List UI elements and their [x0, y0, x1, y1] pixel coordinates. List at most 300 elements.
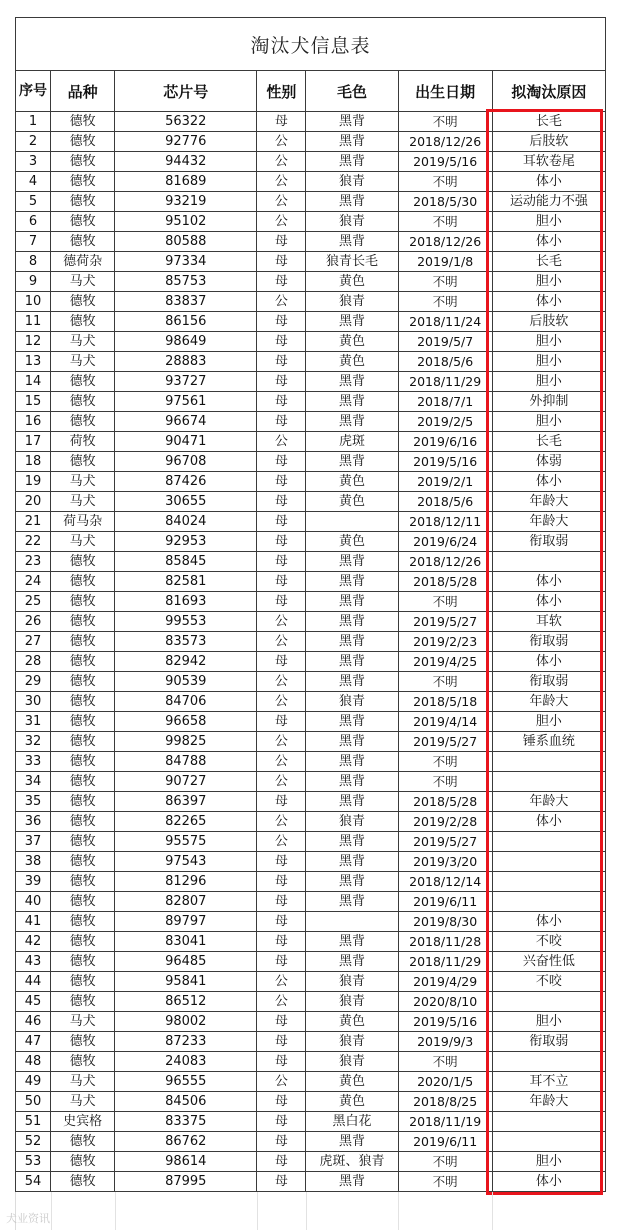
cell-birth-date[interactable]: 2019/9/3 — [398, 1032, 492, 1052]
cell-sex[interactable]: 公 — [257, 752, 306, 772]
cell-index[interactable]: 37 — [16, 832, 51, 852]
cell-chip[interactable]: 85845 — [115, 552, 257, 572]
cell-chip[interactable]: 97334 — [115, 252, 257, 272]
cell-sex[interactable]: 公 — [257, 992, 306, 1012]
cell-index[interactable]: 25 — [16, 592, 51, 612]
cell-coat-color[interactable]: 黑背 — [306, 792, 398, 812]
cell-breed[interactable]: 德牧 — [51, 692, 115, 712]
cell-birth-date[interactable]: 2018/5/28 — [398, 792, 492, 812]
cell-breed[interactable]: 德牧 — [51, 1052, 115, 1072]
cell-sex[interactable]: 母 — [257, 792, 306, 812]
cell-removal-reason[interactable] — [492, 1052, 605, 1072]
cell-removal-reason[interactable]: 胆小 — [492, 1012, 605, 1032]
cell-birth-date[interactable]: 2018/12/26 — [398, 132, 492, 152]
cell-birth-date[interactable]: 2018/12/11 — [398, 512, 492, 532]
cell-sex[interactable]: 公 — [257, 612, 306, 632]
cell-removal-reason[interactable]: 耳软 — [492, 612, 605, 632]
cell-coat-color[interactable]: 黑背 — [306, 712, 398, 732]
cell-index[interactable]: 48 — [16, 1052, 51, 1072]
cell-removal-reason[interactable]: 体小 — [492, 172, 605, 192]
header-removal-reason[interactable]: 拟淘汰原因 — [492, 71, 605, 112]
cell-index[interactable]: 24 — [16, 572, 51, 592]
cell-sex[interactable]: 母 — [257, 892, 306, 912]
cell-removal-reason[interactable]: 衔取弱 — [492, 632, 605, 652]
cell-breed[interactable]: 德牧 — [51, 392, 115, 412]
cell-sex[interactable]: 母 — [257, 712, 306, 732]
cell-chip[interactable]: 84506 — [115, 1092, 257, 1112]
cell-coat-color[interactable]: 黑背 — [306, 932, 398, 952]
cell-removal-reason[interactable]: 长毛 — [492, 112, 605, 132]
cell-index[interactable]: 28 — [16, 652, 51, 672]
cell-coat-color[interactable] — [306, 512, 398, 532]
cell-sex[interactable]: 公 — [257, 832, 306, 852]
cell-sex[interactable]: 母 — [257, 1132, 306, 1152]
cell-index[interactable]: 7 — [16, 232, 51, 252]
cell-sex[interactable]: 母 — [257, 912, 306, 932]
cell-sex[interactable]: 母 — [257, 332, 306, 352]
cell-chip[interactable]: 96674 — [115, 412, 257, 432]
cell-chip[interactable]: 81296 — [115, 872, 257, 892]
cell-chip[interactable]: 97543 — [115, 852, 257, 872]
cell-coat-color[interactable]: 黑背 — [306, 132, 398, 152]
cell-removal-reason[interactable]: 体小 — [492, 812, 605, 832]
cell-sex[interactable]: 母 — [257, 1172, 306, 1192]
cell-birth-date[interactable]: 2019/5/7 — [398, 332, 492, 352]
cell-breed[interactable]: 德牧 — [51, 212, 115, 232]
cell-sex[interactable]: 母 — [257, 452, 306, 472]
cell-sex[interactable]: 公 — [257, 972, 306, 992]
cell-breed[interactable]: 德牧 — [51, 612, 115, 632]
cell-sex[interactable]: 母 — [257, 312, 306, 332]
cell-removal-reason[interactable]: 体小 — [492, 912, 605, 932]
cell-chip[interactable]: 30655 — [115, 492, 257, 512]
cell-removal-reason[interactable]: 衔取弱 — [492, 672, 605, 692]
cell-coat-color[interactable]: 黑背 — [306, 652, 398, 672]
cell-sex[interactable]: 公 — [257, 292, 306, 312]
cell-index[interactable]: 11 — [16, 312, 51, 332]
cell-breed[interactable]: 德牧 — [51, 592, 115, 612]
cell-sex[interactable]: 母 — [257, 372, 306, 392]
cell-breed[interactable]: 德牧 — [51, 992, 115, 1012]
cell-index[interactable]: 8 — [16, 252, 51, 272]
cell-breed[interactable]: 德牧 — [51, 412, 115, 432]
cell-sex[interactable]: 母 — [257, 552, 306, 572]
cell-sex[interactable]: 母 — [257, 652, 306, 672]
cell-birth-date[interactable]: 2019/4/25 — [398, 652, 492, 672]
cell-birth-date[interactable]: 2018/11/28 — [398, 932, 492, 952]
cell-index[interactable]: 44 — [16, 972, 51, 992]
cell-sex[interactable]: 母 — [257, 492, 306, 512]
cell-coat-color[interactable]: 狼青 — [306, 212, 398, 232]
cell-coat-color[interactable]: 黄色 — [306, 532, 398, 552]
cell-breed[interactable]: 德牧 — [51, 172, 115, 192]
cell-coat-color[interactable]: 黑背 — [306, 452, 398, 472]
cell-sex[interactable]: 母 — [257, 512, 306, 532]
cell-index[interactable]: 46 — [16, 1012, 51, 1032]
cell-removal-reason[interactable]: 长毛 — [492, 252, 605, 272]
cell-coat-color[interactable]: 黑背 — [306, 572, 398, 592]
cell-breed[interactable]: 马犬 — [51, 272, 115, 292]
cell-birth-date[interactable]: 不明 — [398, 1152, 492, 1172]
cell-index[interactable]: 6 — [16, 212, 51, 232]
cell-coat-color[interactable]: 黄色 — [306, 472, 398, 492]
cell-birth-date[interactable]: 不明 — [398, 592, 492, 612]
cell-birth-date[interactable]: 2019/4/14 — [398, 712, 492, 732]
cell-index[interactable]: 23 — [16, 552, 51, 572]
cell-breed[interactable]: 马犬 — [51, 332, 115, 352]
cell-removal-reason[interactable] — [492, 1112, 605, 1132]
cell-birth-date[interactable]: 2019/4/29 — [398, 972, 492, 992]
cell-chip[interactable]: 28883 — [115, 352, 257, 372]
cell-birth-date[interactable]: 2019/2/5 — [398, 412, 492, 432]
cell-birth-date[interactable]: 2018/5/28 — [398, 572, 492, 592]
cell-removal-reason[interactable]: 年龄大 — [492, 792, 605, 812]
cell-breed[interactable]: 马犬 — [51, 1012, 115, 1032]
cell-coat-color[interactable]: 黄色 — [306, 352, 398, 372]
cell-index[interactable]: 21 — [16, 512, 51, 532]
cell-sex[interactable]: 公 — [257, 692, 306, 712]
header-sex[interactable]: 性别 — [257, 71, 306, 112]
cell-coat-color[interactable]: 狼青 — [306, 172, 398, 192]
cell-chip[interactable]: 94432 — [115, 152, 257, 172]
cell-removal-reason[interactable]: 耳不立 — [492, 1072, 605, 1092]
cell-birth-date[interactable]: 2018/11/29 — [398, 372, 492, 392]
cell-breed[interactable]: 马犬 — [51, 472, 115, 492]
cell-coat-color[interactable]: 狼青 — [306, 992, 398, 1012]
header-chip[interactable]: 芯片号 — [115, 71, 257, 112]
header-index[interactable]: 序号 — [16, 71, 51, 112]
cell-chip[interactable]: 82581 — [115, 572, 257, 592]
cell-breed[interactable]: 德牧 — [51, 292, 115, 312]
cell-sex[interactable]: 母 — [257, 392, 306, 412]
cell-sex[interactable]: 公 — [257, 212, 306, 232]
cell-birth-date[interactable]: 2018/11/24 — [398, 312, 492, 332]
cell-sex[interactable]: 公 — [257, 812, 306, 832]
cell-chip[interactable]: 82942 — [115, 652, 257, 672]
cell-index[interactable]: 14 — [16, 372, 51, 392]
cell-birth-date[interactable]: 2019/3/20 — [398, 852, 492, 872]
cell-breed[interactable]: 马犬 — [51, 352, 115, 372]
cell-birth-date[interactable]: 不明 — [398, 672, 492, 692]
cell-breed[interactable]: 德牧 — [51, 372, 115, 392]
cell-index[interactable]: 1 — [16, 112, 51, 132]
cell-chip[interactable]: 99553 — [115, 612, 257, 632]
cell-breed[interactable]: 德牧 — [51, 312, 115, 332]
cell-removal-reason[interactable]: 衔取弱 — [492, 532, 605, 552]
cell-birth-date[interactable]: 2018/12/14 — [398, 872, 492, 892]
cell-breed[interactable]: 德牧 — [51, 832, 115, 852]
header-breed[interactable]: 品种 — [51, 71, 115, 112]
cell-removal-reason[interactable]: 胆小 — [492, 1152, 605, 1172]
cell-coat-color[interactable]: 虎斑 — [306, 432, 398, 452]
cell-removal-reason[interactable] — [492, 1132, 605, 1152]
cell-birth-date[interactable]: 2019/8/30 — [398, 912, 492, 932]
cell-chip[interactable]: 96485 — [115, 952, 257, 972]
cell-removal-reason[interactable]: 胆小 — [492, 412, 605, 432]
cell-breed[interactable]: 德牧 — [51, 1132, 115, 1152]
cell-birth-date[interactable]: 2018/7/1 — [398, 392, 492, 412]
cell-index[interactable]: 43 — [16, 952, 51, 972]
cell-breed[interactable]: 德牧 — [51, 112, 115, 132]
cell-birth-date[interactable]: 2019/1/8 — [398, 252, 492, 272]
cell-index[interactable]: 54 — [16, 1172, 51, 1192]
cell-index[interactable]: 4 — [16, 172, 51, 192]
cell-coat-color[interactable]: 黑背 — [306, 772, 398, 792]
cell-removal-reason[interactable]: 长毛 — [492, 432, 605, 452]
cell-coat-color[interactable]: 黑背 — [306, 612, 398, 632]
cell-chip[interactable]: 83375 — [115, 1112, 257, 1132]
cell-removal-reason[interactable]: 锤系血统 — [492, 732, 605, 752]
cell-sex[interactable]: 母 — [257, 252, 306, 272]
cell-index[interactable]: 33 — [16, 752, 51, 772]
cell-sex[interactable]: 母 — [257, 592, 306, 612]
cell-coat-color[interactable]: 黑背 — [306, 1172, 398, 1192]
cell-birth-date[interactable]: 2020/8/10 — [398, 992, 492, 1012]
cell-coat-color[interactable]: 黄色 — [306, 492, 398, 512]
cell-breed[interactable]: 德牧 — [51, 1032, 115, 1052]
cell-coat-color[interactable]: 黑白花 — [306, 1112, 398, 1132]
cell-coat-color[interactable]: 黄色 — [306, 1092, 398, 1112]
cell-sex[interactable]: 公 — [257, 1072, 306, 1092]
cell-chip[interactable]: 95841 — [115, 972, 257, 992]
cell-removal-reason[interactable]: 胆小 — [492, 712, 605, 732]
cell-index[interactable]: 34 — [16, 772, 51, 792]
cell-breed[interactable]: 德牧 — [51, 912, 115, 932]
cell-chip[interactable]: 89797 — [115, 912, 257, 932]
cell-index[interactable]: 47 — [16, 1032, 51, 1052]
cell-coat-color[interactable]: 黑背 — [306, 232, 398, 252]
cell-breed[interactable]: 马犬 — [51, 1072, 115, 1092]
cell-coat-color[interactable]: 黄色 — [306, 1012, 398, 1032]
cell-birth-date[interactable]: 2019/2/1 — [398, 472, 492, 492]
cell-chip[interactable]: 96708 — [115, 452, 257, 472]
cell-chip[interactable]: 82807 — [115, 892, 257, 912]
cell-sex[interactable]: 母 — [257, 952, 306, 972]
cell-removal-reason[interactable]: 后肢软 — [492, 132, 605, 152]
cell-chip[interactable]: 86762 — [115, 1132, 257, 1152]
cell-chip[interactable]: 84788 — [115, 752, 257, 772]
cell-index[interactable]: 26 — [16, 612, 51, 632]
cell-breed[interactable]: 德牧 — [51, 852, 115, 872]
cell-removal-reason[interactable] — [492, 832, 605, 852]
cell-removal-reason[interactable] — [492, 892, 605, 912]
cell-breed[interactable]: 德牧 — [51, 652, 115, 672]
cell-sex[interactable]: 公 — [257, 152, 306, 172]
cell-breed[interactable]: 德牧 — [51, 1152, 115, 1172]
cell-breed[interactable]: 德牧 — [51, 752, 115, 772]
cell-chip[interactable]: 83837 — [115, 292, 257, 312]
cell-coat-color[interactable]: 狼青 — [306, 1032, 398, 1052]
cell-birth-date[interactable]: 2018/12/26 — [398, 232, 492, 252]
cell-chip[interactable]: 83573 — [115, 632, 257, 652]
cell-removal-reason[interactable]: 体弱 — [492, 452, 605, 472]
cell-birth-date[interactable]: 不明 — [398, 772, 492, 792]
cell-coat-color[interactable]: 黑背 — [306, 372, 398, 392]
cell-chip[interactable]: 56322 — [115, 112, 257, 132]
cell-index[interactable]: 31 — [16, 712, 51, 732]
cell-breed[interactable]: 德牧 — [51, 772, 115, 792]
cell-birth-date[interactable]: 不明 — [398, 212, 492, 232]
cell-index[interactable]: 16 — [16, 412, 51, 432]
cell-breed[interactable]: 德牧 — [51, 452, 115, 472]
cell-removal-reason[interactable] — [492, 552, 605, 572]
cell-index[interactable]: 42 — [16, 932, 51, 952]
cell-removal-reason[interactable]: 耳软卷尾 — [492, 152, 605, 172]
cell-chip[interactable]: 82265 — [115, 812, 257, 832]
cell-sex[interactable]: 母 — [257, 572, 306, 592]
cell-sex[interactable]: 公 — [257, 192, 306, 212]
cell-removal-reason[interactable]: 年龄大 — [492, 492, 605, 512]
cell-index[interactable]: 27 — [16, 632, 51, 652]
cell-coat-color[interactable]: 黑背 — [306, 1132, 398, 1152]
cell-index[interactable]: 19 — [16, 472, 51, 492]
cell-coat-color[interactable]: 黑背 — [306, 952, 398, 972]
cell-index[interactable]: 29 — [16, 672, 51, 692]
cell-coat-color[interactable]: 黄色 — [306, 272, 398, 292]
cell-removal-reason[interactable]: 体小 — [492, 292, 605, 312]
cell-index[interactable]: 17 — [16, 432, 51, 452]
cell-sex[interactable]: 母 — [257, 352, 306, 372]
cell-chip[interactable]: 86512 — [115, 992, 257, 1012]
cell-breed[interactable]: 德牧 — [51, 892, 115, 912]
cell-chip[interactable]: 87995 — [115, 1172, 257, 1192]
cell-breed[interactable]: 德牧 — [51, 712, 115, 732]
cell-coat-color[interactable]: 黑背 — [306, 852, 398, 872]
cell-birth-date[interactable]: 2019/5/16 — [398, 1012, 492, 1032]
cell-chip[interactable]: 96658 — [115, 712, 257, 732]
cell-removal-reason[interactable]: 运动能力不强 — [492, 192, 605, 212]
cell-birth-date[interactable]: 不明 — [398, 1172, 492, 1192]
cell-removal-reason[interactable] — [492, 752, 605, 772]
cell-coat-color[interactable]: 黑背 — [306, 892, 398, 912]
cell-coat-color[interactable]: 狼青 — [306, 1052, 398, 1072]
cell-index[interactable]: 39 — [16, 872, 51, 892]
cell-birth-date[interactable]: 2019/5/27 — [398, 612, 492, 632]
cell-breed[interactable]: 荷马杂 — [51, 512, 115, 532]
cell-removal-reason[interactable] — [492, 852, 605, 872]
cell-breed[interactable]: 德牧 — [51, 552, 115, 572]
cell-chip[interactable]: 86156 — [115, 312, 257, 332]
cell-chip[interactable]: 87426 — [115, 472, 257, 492]
cell-birth-date[interactable]: 2019/6/24 — [398, 532, 492, 552]
cell-breed[interactable]: 德牧 — [51, 932, 115, 952]
cell-birth-date[interactable]: 2018/12/26 — [398, 552, 492, 572]
cell-breed[interactable]: 马犬 — [51, 492, 115, 512]
cell-coat-color[interactable]: 黑背 — [306, 832, 398, 852]
cell-sex[interactable]: 母 — [257, 112, 306, 132]
cell-removal-reason[interactable]: 年龄大 — [492, 512, 605, 532]
cell-removal-reason[interactable]: 兴奋性低 — [492, 952, 605, 972]
cell-sex[interactable]: 母 — [257, 1092, 306, 1112]
cell-removal-reason[interactable]: 体小 — [492, 232, 605, 252]
cell-chip[interactable]: 85753 — [115, 272, 257, 292]
cell-sex[interactable]: 母 — [257, 272, 306, 292]
header-birth-date[interactable]: 出生日期 — [398, 71, 492, 112]
cell-birth-date[interactable]: 不明 — [398, 1052, 492, 1072]
cell-chip[interactable]: 80588 — [115, 232, 257, 252]
cell-sex[interactable]: 母 — [257, 532, 306, 552]
cell-sex[interactable]: 母 — [257, 1052, 306, 1072]
cell-index[interactable]: 12 — [16, 332, 51, 352]
cell-sex[interactable]: 公 — [257, 772, 306, 792]
cell-sex[interactable]: 母 — [257, 852, 306, 872]
cell-coat-color[interactable]: 黑背 — [306, 552, 398, 572]
cell-coat-color[interactable]: 黄色 — [306, 332, 398, 352]
cell-breed[interactable]: 德牧 — [51, 232, 115, 252]
cell-sex[interactable]: 母 — [257, 1152, 306, 1172]
cell-breed[interactable]: 马犬 — [51, 532, 115, 552]
cell-breed[interactable]: 德牧 — [51, 792, 115, 812]
cell-chip[interactable]: 90539 — [115, 672, 257, 692]
cell-breed[interactable]: 史宾格 — [51, 1112, 115, 1132]
cell-breed[interactable]: 德牧 — [51, 872, 115, 892]
cell-index[interactable]: 45 — [16, 992, 51, 1012]
cell-index[interactable]: 3 — [16, 152, 51, 172]
cell-chip[interactable]: 90727 — [115, 772, 257, 792]
cell-chip[interactable]: 90471 — [115, 432, 257, 452]
cell-chip[interactable]: 83041 — [115, 932, 257, 952]
cell-index[interactable]: 38 — [16, 852, 51, 872]
cell-coat-color[interactable]: 狼青 — [306, 292, 398, 312]
cell-index[interactable]: 9 — [16, 272, 51, 292]
cell-coat-color[interactable]: 黑背 — [306, 672, 398, 692]
cell-breed[interactable]: 德牧 — [51, 572, 115, 592]
cell-removal-reason[interactable] — [492, 992, 605, 1012]
cell-index[interactable]: 35 — [16, 792, 51, 812]
cell-sex[interactable]: 母 — [257, 872, 306, 892]
cell-birth-date[interactable]: 2019/5/27 — [398, 832, 492, 852]
cell-sex[interactable]: 母 — [257, 1112, 306, 1132]
cell-chip[interactable]: 95102 — [115, 212, 257, 232]
cell-chip[interactable]: 97561 — [115, 392, 257, 412]
cell-coat-color[interactable] — [306, 912, 398, 932]
cell-index[interactable]: 53 — [16, 1152, 51, 1172]
cell-chip[interactable]: 92953 — [115, 532, 257, 552]
cell-coat-color[interactable]: 狼青 — [306, 972, 398, 992]
cell-removal-reason[interactable]: 外抑制 — [492, 392, 605, 412]
cell-index[interactable]: 22 — [16, 532, 51, 552]
cell-coat-color[interactable]: 黑背 — [306, 732, 398, 752]
cell-breed[interactable]: 马犬 — [51, 1092, 115, 1112]
cell-birth-date[interactable]: 2019/6/11 — [398, 892, 492, 912]
cell-removal-reason[interactable]: 不咬 — [492, 932, 605, 952]
cell-chip[interactable]: 93219 — [115, 192, 257, 212]
cell-index[interactable]: 30 — [16, 692, 51, 712]
cell-sex[interactable]: 公 — [257, 632, 306, 652]
cell-coat-color[interactable]: 黑背 — [306, 752, 398, 772]
cell-coat-color[interactable]: 黑背 — [306, 312, 398, 332]
cell-coat-color[interactable]: 虎斑、狼青 — [306, 1152, 398, 1172]
cell-coat-color[interactable]: 黑背 — [306, 192, 398, 212]
cell-chip[interactable]: 95575 — [115, 832, 257, 852]
cell-removal-reason[interactable]: 年龄大 — [492, 692, 605, 712]
cell-sex[interactable]: 母 — [257, 1032, 306, 1052]
cell-birth-date[interactable]: 2019/5/27 — [398, 732, 492, 752]
cell-coat-color[interactable]: 黑背 — [306, 152, 398, 172]
cell-removal-reason[interactable]: 年龄大 — [492, 1092, 605, 1112]
cell-chip[interactable]: 81693 — [115, 592, 257, 612]
cell-removal-reason[interactable] — [492, 772, 605, 792]
cell-coat-color[interactable]: 狼青长毛 — [306, 252, 398, 272]
cell-coat-color[interactable]: 黑背 — [306, 872, 398, 892]
cell-removal-reason[interactable]: 体小 — [492, 652, 605, 672]
cell-breed[interactable]: 德牧 — [51, 132, 115, 152]
cell-breed[interactable]: 德牧 — [51, 1172, 115, 1192]
cell-breed[interactable]: 德牧 — [51, 732, 115, 752]
cell-coat-color[interactable]: 黑背 — [306, 412, 398, 432]
cell-chip[interactable]: 93727 — [115, 372, 257, 392]
cell-index[interactable]: 50 — [16, 1092, 51, 1112]
